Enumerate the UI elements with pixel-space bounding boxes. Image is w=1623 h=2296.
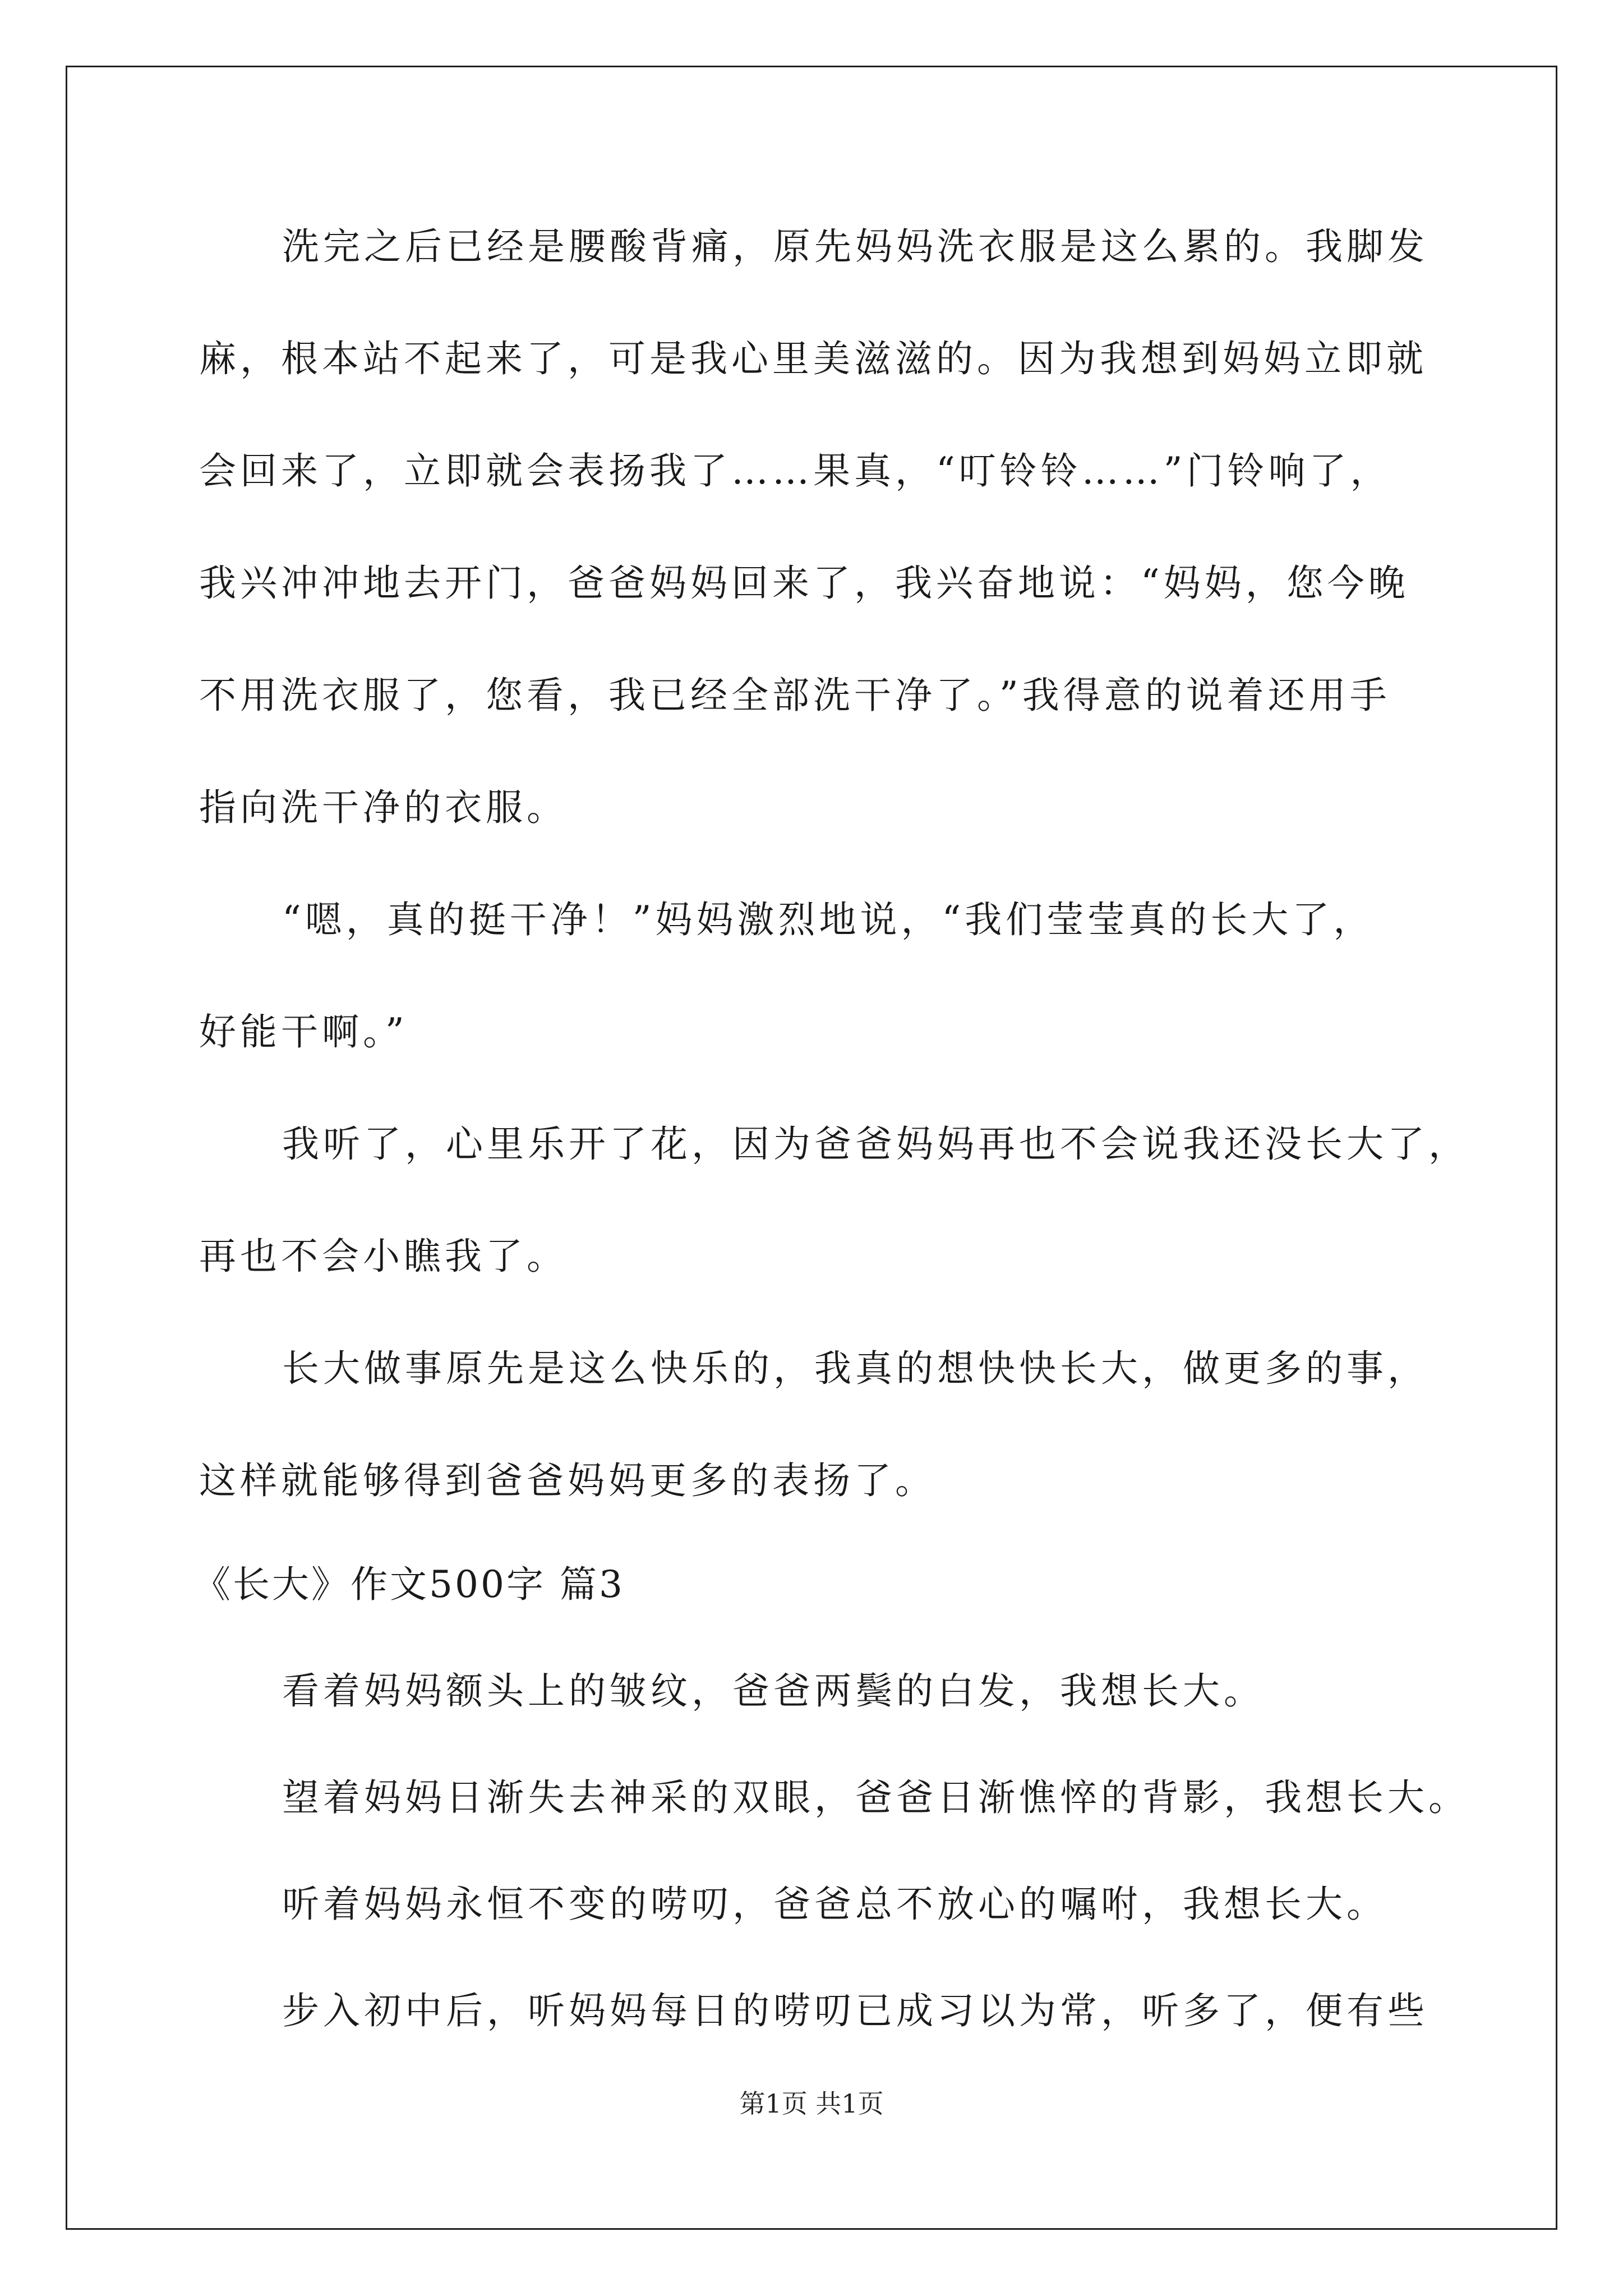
- paragraph-line: 长大做事原先是这么快乐的，我真的想快快长大，做更多的事，: [282, 1347, 1428, 1390]
- paragraph-line: 我兴冲冲地去开门，爸爸妈妈回来了，我兴奋地说：“妈妈，您今晚: [199, 562, 1409, 605]
- paragraph-line: 步入初中后，听妈妈每日的唠叨已成习以为常，听多了，便有些: [282, 1989, 1428, 2032]
- paragraph-line: 洗完之后已经是腰酸背痛，原先妈妈洗衣服是这么累的。我脚发: [282, 225, 1428, 268]
- paragraph-line: 不用洗衣服了，您看，我已经全部洗干净了。”我得意的说着还用手: [199, 674, 1391, 717]
- paragraph-line: 会回来了，立即就会表扬我了……果真，“叮铃铃……”门铃响了，: [199, 449, 1391, 493]
- paragraph-line: 望着妈妈日渐失去神采的双眼，爸爸日渐憔悴的背影，我想长大。: [282, 1776, 1469, 1819]
- paragraph-line: 我听了，心里乐开了花，因为爸爸妈妈再也不会说我还没长大了，: [282, 1122, 1469, 1166]
- section-heading: 《长大》作文500字 篇3: [193, 1563, 625, 1606]
- paragraph-line: 看着妈妈额头上的皱纹，爸爸两鬓的白发，我想长大。: [282, 1669, 1265, 1713]
- paragraph-line: 指向洗干净的衣服。: [199, 786, 568, 829]
- page-footer: 第1页 共1页: [739, 2088, 884, 2119]
- paragraph-line: 听着妈妈永恒不变的唠叨，爸爸总不放心的嘱咐，我想长大。: [282, 1883, 1387, 1926]
- paragraph-line: 麻，根本站不起来了，可是我心里美滋滋的。因为我想到妈妈立即就: [199, 337, 1427, 380]
- paragraph-line: 这样就能够得到爸爸妈妈更多的表扬了。: [199, 1459, 936, 1502]
- paragraph-line: 好能干啊。”: [199, 1010, 408, 1053]
- paragraph-line: “嗯，真的挺干净！”妈妈激烈地说，“我们莹莹真的长大了，: [282, 898, 1375, 941]
- paragraph-line: 再也不会小瞧我了。: [199, 1235, 568, 1278]
